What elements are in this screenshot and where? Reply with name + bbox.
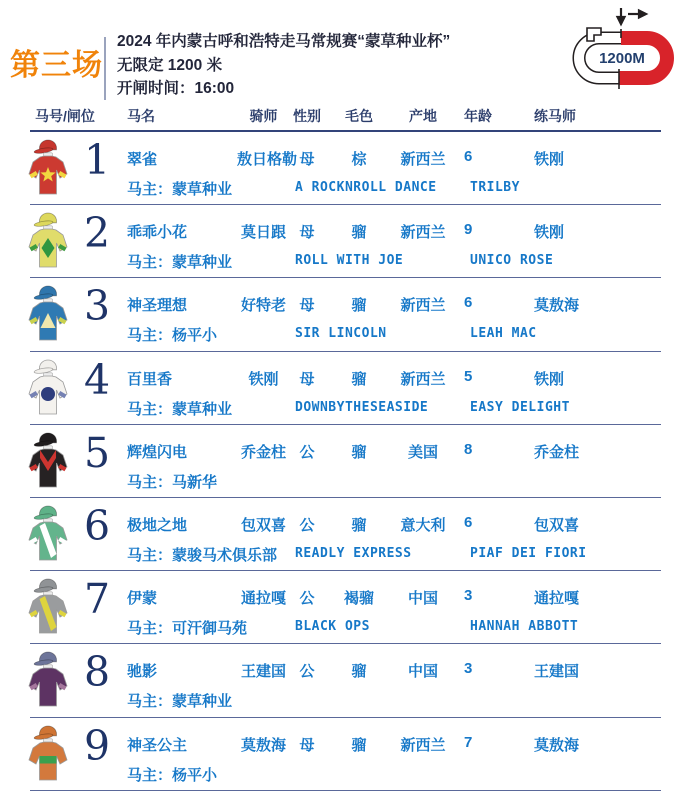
race-title: 2024 年内蒙古呼和浩特走马常规赛“蒙草种业杯” — [117, 33, 451, 50]
origin: 新西兰 — [400, 151, 446, 168]
dam-name — [470, 471, 661, 492]
horse-age: 6 — [464, 148, 473, 165]
racecard-table — [30, 105, 661, 791]
col-horse-name: 马名 — [127, 108, 155, 124]
coat-color: 骝 — [351, 516, 367, 534]
jockey-name: 莫敖海 — [240, 736, 286, 754]
race-restriction: 无限定 1200 米 — [117, 56, 223, 74]
horse-age: 3 — [464, 660, 473, 678]
race-info-block — [117, 30, 450, 101]
horse-pedigree-line — [125, 617, 661, 638]
trainer-name: 铁刚 — [534, 370, 565, 388]
jockey-silk-icon — [28, 648, 68, 712]
dam-name: LEAH MAC — [470, 326, 537, 342]
col-jockey: 骑师 — [249, 108, 278, 124]
jockey-name: 王建国 — [240, 663, 286, 681]
race-gate-time: 开闸时间：16:00 — [117, 80, 235, 97]
col-coat: 毛色 — [345, 108, 373, 124]
jockey-name: 通拉嘎 — [240, 590, 286, 608]
dam-name: HANNAH ABBOTT — [470, 619, 579, 635]
sire-name: DOWNBYTHESEASIDE — [295, 399, 429, 415]
owner-name: 马主：杨平小 — [127, 327, 218, 345]
gate-number: 3 — [83, 282, 111, 331]
origin: 新西兰 — [400, 224, 446, 242]
owner-name: 马主：可汗御马苑 — [127, 620, 248, 638]
horse-pedigree-line — [125, 764, 661, 785]
horse-pedigree-line — [125, 471, 661, 492]
sire-name: READLY EXPRESS — [295, 545, 412, 561]
trainer-name: 莫敖海 — [534, 736, 580, 754]
horse-sex: 公 — [299, 443, 315, 461]
gate-number: 4 — [83, 355, 111, 404]
horse-name: 神圣公主 — [127, 736, 188, 754]
sire-name: ROLL WITH JOE — [295, 253, 404, 269]
horse-age: 6 — [464, 294, 473, 312]
trainer-name: 莫敖海 — [534, 297, 580, 315]
jockey-silk-icon — [28, 722, 68, 786]
race-number-label: 第三场 — [10, 49, 103, 82]
start-direction-arrows — [618, 8, 647, 24]
dam-name: UNICO ROSE — [470, 253, 554, 269]
col-age: 年龄 — [464, 108, 492, 124]
sire-name: BLACK OPS — [295, 619, 370, 635]
sire-name — [295, 471, 470, 492]
horse-sex: 母 — [299, 297, 315, 315]
horse-age: 9 — [464, 221, 473, 239]
horse-row — [30, 571, 661, 644]
horse-sex: 母 — [299, 151, 315, 168]
horse-age: 5 — [464, 367, 473, 385]
horse-sex: 母 — [299, 370, 315, 388]
sire-name: SIR LINCOLN — [295, 326, 387, 342]
horse-row — [30, 425, 661, 498]
jockey-silk-icon — [28, 429, 68, 493]
table-header-row — [30, 105, 661, 132]
dam-name: TRILBY — [470, 180, 520, 195]
jockey-name: 包双喜 — [240, 516, 286, 534]
horse-sex: 公 — [299, 663, 315, 681]
horse-name: 百里香 — [127, 370, 173, 388]
owner-name: 马主：蒙骏马术俱乐部 — [127, 546, 278, 564]
col-origin: 产地 — [409, 108, 437, 124]
coat-color: 骝 — [351, 297, 367, 315]
origin: 新西兰 — [400, 736, 446, 754]
horse-row — [30, 352, 661, 425]
origin: 美国 — [407, 443, 438, 461]
owner-name: 马主：蒙草种业 — [127, 254, 233, 272]
header-divider — [104, 37, 106, 100]
trainer-name: 通拉嘎 — [534, 590, 580, 608]
horse-rows — [30, 132, 661, 791]
jockey-silk-icon — [28, 136, 68, 200]
coat-color: 褐骝 — [343, 590, 374, 608]
horse-main-line — [125, 660, 661, 681]
jockey-silk-icon — [28, 209, 68, 273]
horse-pedigree-line — [125, 178, 661, 199]
origin: 新西兰 — [400, 297, 446, 315]
horse-age: 7 — [464, 733, 473, 751]
horse-pedigree-line — [125, 251, 661, 272]
jockey-silk-icon — [28, 282, 68, 346]
dam-name — [470, 764, 661, 785]
horse-sex: 母 — [299, 736, 315, 754]
trainer-name: 王建国 — [534, 663, 580, 681]
horse-main-line — [125, 148, 661, 169]
horse-name: 辉煌闪电 — [127, 443, 188, 461]
col-trainer: 练马师 — [534, 108, 576, 124]
horse-main-line — [125, 514, 661, 535]
owner-name: 马主：杨平小 — [127, 766, 218, 784]
gate-number: 2 — [83, 209, 111, 258]
owner-name: 马主：蒙草种业 — [127, 181, 233, 198]
trainer-name: 铁刚 — [534, 151, 565, 168]
jockey-silk-icon — [28, 575, 68, 639]
col-sex: 性别 — [293, 108, 321, 124]
horse-row — [30, 644, 661, 717]
gate-number: 9 — [83, 721, 111, 770]
jockey-name: 好特老 — [240, 297, 286, 315]
dam-name — [470, 690, 661, 711]
horse-pedigree-line — [125, 544, 661, 565]
jockey-silk-icon — [28, 356, 68, 420]
coat-color: 骝 — [351, 736, 367, 754]
horse-age: 8 — [464, 440, 473, 458]
sire-name — [295, 764, 470, 785]
origin: 意大利 — [400, 516, 446, 534]
coat-color: 骝 — [351, 370, 367, 388]
gate-number: 1 — [83, 136, 111, 184]
sire-name: A ROCKNROLL DANCE — [295, 180, 437, 195]
jockey-name: 莫日跟 — [240, 224, 286, 242]
horse-main-line — [125, 294, 661, 315]
horse-name: 翠雀 — [127, 151, 158, 168]
origin: 中国 — [407, 663, 438, 681]
gate-number: 7 — [83, 575, 111, 624]
owner-name: 马主：蒙草种业 — [127, 400, 233, 418]
horse-main-line — [125, 587, 661, 608]
horse-name: 伊蒙 — [127, 590, 158, 608]
horse-age: 6 — [464, 513, 473, 531]
horse-sex: 母 — [299, 224, 315, 242]
gate-number: 6 — [83, 501, 111, 550]
dam-name: PIAF DEI FIORI — [470, 545, 587, 561]
track-diagram-icon — [561, 5, 683, 100]
sire-name — [295, 690, 470, 711]
dam-name: EASY DELIGHT — [470, 399, 570, 415]
trainer-name: 包双喜 — [534, 516, 580, 534]
jockey-name: 敖日格勒 — [237, 151, 298, 168]
jockey-name: 乔金柱 — [240, 443, 286, 461]
horse-row — [30, 132, 661, 205]
col-gate: 马号/闸位 — [35, 108, 95, 124]
horse-pedigree-line — [125, 690, 661, 711]
gate-number: 8 — [83, 648, 111, 697]
track-distance-label: 1200M — [599, 50, 645, 67]
horse-row — [30, 498, 661, 571]
coat-color: 骝 — [351, 663, 367, 681]
origin: 中国 — [407, 590, 438, 608]
gate-number: 5 — [83, 428, 111, 477]
horse-main-line — [125, 368, 661, 389]
trainer-name: 铁刚 — [534, 224, 565, 242]
horse-pedigree-line — [125, 324, 661, 345]
horse-age: 3 — [464, 587, 473, 605]
horse-main-line — [125, 441, 661, 462]
trainer-name: 乔金柱 — [534, 443, 580, 461]
horse-main-line — [125, 221, 661, 242]
horse-row — [30, 205, 661, 278]
horse-name: 驰影 — [127, 663, 158, 681]
horse-name: 乖乖小花 — [127, 224, 188, 242]
horse-name: 极地之地 — [127, 516, 188, 534]
origin: 新西兰 — [400, 370, 446, 388]
coat-color: 骝 — [351, 224, 367, 242]
horse-row — [30, 718, 661, 791]
horse-main-line — [125, 734, 661, 755]
owner-name: 马主：蒙草种业 — [127, 693, 233, 711]
horse-sex: 公 — [299, 590, 315, 608]
horse-pedigree-line — [125, 398, 661, 419]
horse-row — [30, 278, 661, 351]
jockey-silk-icon — [28, 502, 68, 566]
jockey-name: 铁刚 — [248, 370, 279, 388]
horse-sex: 公 — [299, 516, 315, 534]
coat-color: 骝 — [351, 443, 367, 461]
owner-name: 马主：马新华 — [127, 473, 218, 491]
coat-color: 棕 — [351, 151, 367, 168]
horse-name: 神圣理想 — [127, 297, 188, 315]
